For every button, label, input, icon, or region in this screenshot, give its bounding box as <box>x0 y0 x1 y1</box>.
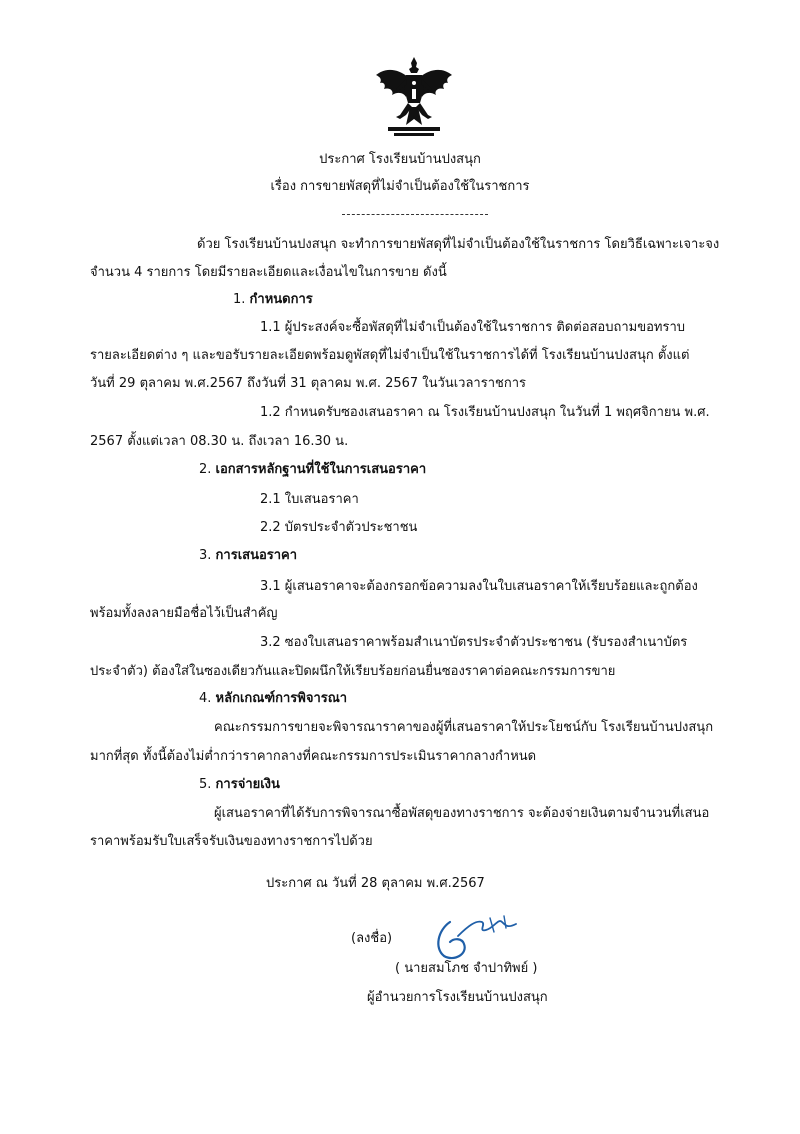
section-3-1-line-2: พร้อมทั้งลงลายมือชื่อไว้เป็นสำคัญ <box>90 606 278 621</box>
section-1-2-line-2: 2567 ตั้งแต่เวลา 08.30 น. ถึงเวลา 16.30 น. <box>90 434 349 449</box>
signer-position: ผู้อำนวยการโรงเรียนบ้านปงสนุก <box>367 990 548 1005</box>
announcement-title: ประกาศ โรงเรียนบ้านปงสนุก <box>319 152 481 167</box>
section-1-title: กำหนดการ <box>249 292 313 307</box>
section-3-1-line-1: 3.1 ผู้เสนอราคาจะต้องกรอกข้อความลงในใบเสนอราคาให้เรียบร้อยและถูกต้อง <box>260 579 698 594</box>
section-1-heading <box>233 291 313 309</box>
section-1-1-line-2: รายละเอียดต่าง ๆ และขอรับรายละเอียดพร้อมดูพัสดุที่ไม่จำเป็นใช้ในราชการได้ที่ โรงเรียนบ้านปงสนุก ตั้งแต่ <box>90 348 690 363</box>
intro-line-2: จำนวน 4 รายการ โดยมีรายละเอียดและเงื่อนไขในการขาย ดังนี้ <box>90 265 447 280</box>
announcement-subject: เรื่อง การขายพัสดุที่ไม่จำเป็นต้องใช้ในราชการ <box>270 179 530 194</box>
section-5-number: 5. <box>199 777 212 792</box>
section-2-item-1: 2.1 ใบเสนอราคา <box>260 492 359 507</box>
section-1-2-line-1: 1.2 กำหนดรับซองเสนอราคา ณ โรงเรียนบ้านปงสนุก ในวันที่ 1 พฤศจิกายน พ.ศ. <box>260 405 710 420</box>
section-3-2-line-1: 3.2 ซองใบเสนอราคาพร้อมสำเนาบัตรประจำตัวประชาชน (รับรองสำเนาบัตร <box>260 635 688 650</box>
section-2-heading <box>199 461 426 479</box>
announcement-date: ประกาศ ณ วันที่ 28 ตุลาคม พ.ศ.2567 <box>266 876 485 891</box>
section-4-heading <box>199 690 347 708</box>
section-4-title: หลักเกณฑ์การพิจารณา <box>215 691 348 706</box>
section-1-1-line-3: วันที่ 29 ตุลาคม พ.ศ.2567 ถึงวันที่ 31 ตุลาคม พ.ศ. 2567 ในวันเวลาราชการ <box>90 376 526 391</box>
section-5-heading <box>199 776 280 794</box>
section-5-line-1: ผู้เสนอราคาที่ได้รับการพิจารณาซื้อพัสดุของทางราชการ จะต้องจ่ายเงินตามจำนวนที่เสนอ <box>214 806 710 821</box>
section-3-title: การเสนอราคา <box>215 548 298 563</box>
section-4-line-1: คณะกรรมการขายจะพิจารณาราคาของผู้ที่เสนอราคาให้ประโยชน์กับ โรงเรียนบ้านปงสนุก <box>214 720 714 735</box>
title-separator <box>342 214 488 215</box>
section-3-heading <box>199 547 297 565</box>
intro-line-1: ด้วย โรงเรียนบ้านปงสนุก จะทำการขายพัสดุที่ไม่จำเป็นต้องใช้ในราชการ โดยวิธีเฉพาะเจาะจง <box>197 237 720 252</box>
signature-image <box>428 908 538 964</box>
section-3-2-line-2: ประจำตัว) ต้องใส่ในซองเดียวกันและปิดผนึกให้เรียบร้อยก่อนยื่นซองราคาต่อคณะกรรมการขาย <box>90 664 616 679</box>
section-1-number: 1. <box>233 292 246 307</box>
sign-label: (ลงชื่อ) <box>351 931 393 946</box>
section-2-title: เอกสารหลักฐานที่ใช้ในการเสนอราคา <box>215 462 427 477</box>
section-1-1-line-1: 1.1 ผู้ประสงค์จะซื้อพัสดุที่ไม่จำเป็นต้องใช้ในราชการ ติดต่อสอบถามขอทราบ <box>260 320 686 335</box>
section-5-line-2: ราคาพร้อมรับใบเสร็จรับเงินของทางราชการไปด้วย <box>90 834 373 849</box>
section-2-item-2: 2.2 บัตรประจำตัวประชาชน <box>260 520 418 535</box>
garuda-emblem-icon <box>370 55 458 139</box>
section-4-line-2: มากที่สุด ทั้งนี้ต้องไม่ต่ำกว่าราคากลางที่คณะกรรมการประเมินราคากลางกำหนด <box>90 749 537 764</box>
section-2-number: 2. <box>199 462 212 477</box>
signer-name: ( นายสมโภช จำปาทิพย์ ) <box>395 961 538 976</box>
section-3-number: 3. <box>199 548 212 563</box>
section-4-number: 4. <box>199 691 212 706</box>
section-5-title: การจ่ายเงิน <box>215 777 280 792</box>
